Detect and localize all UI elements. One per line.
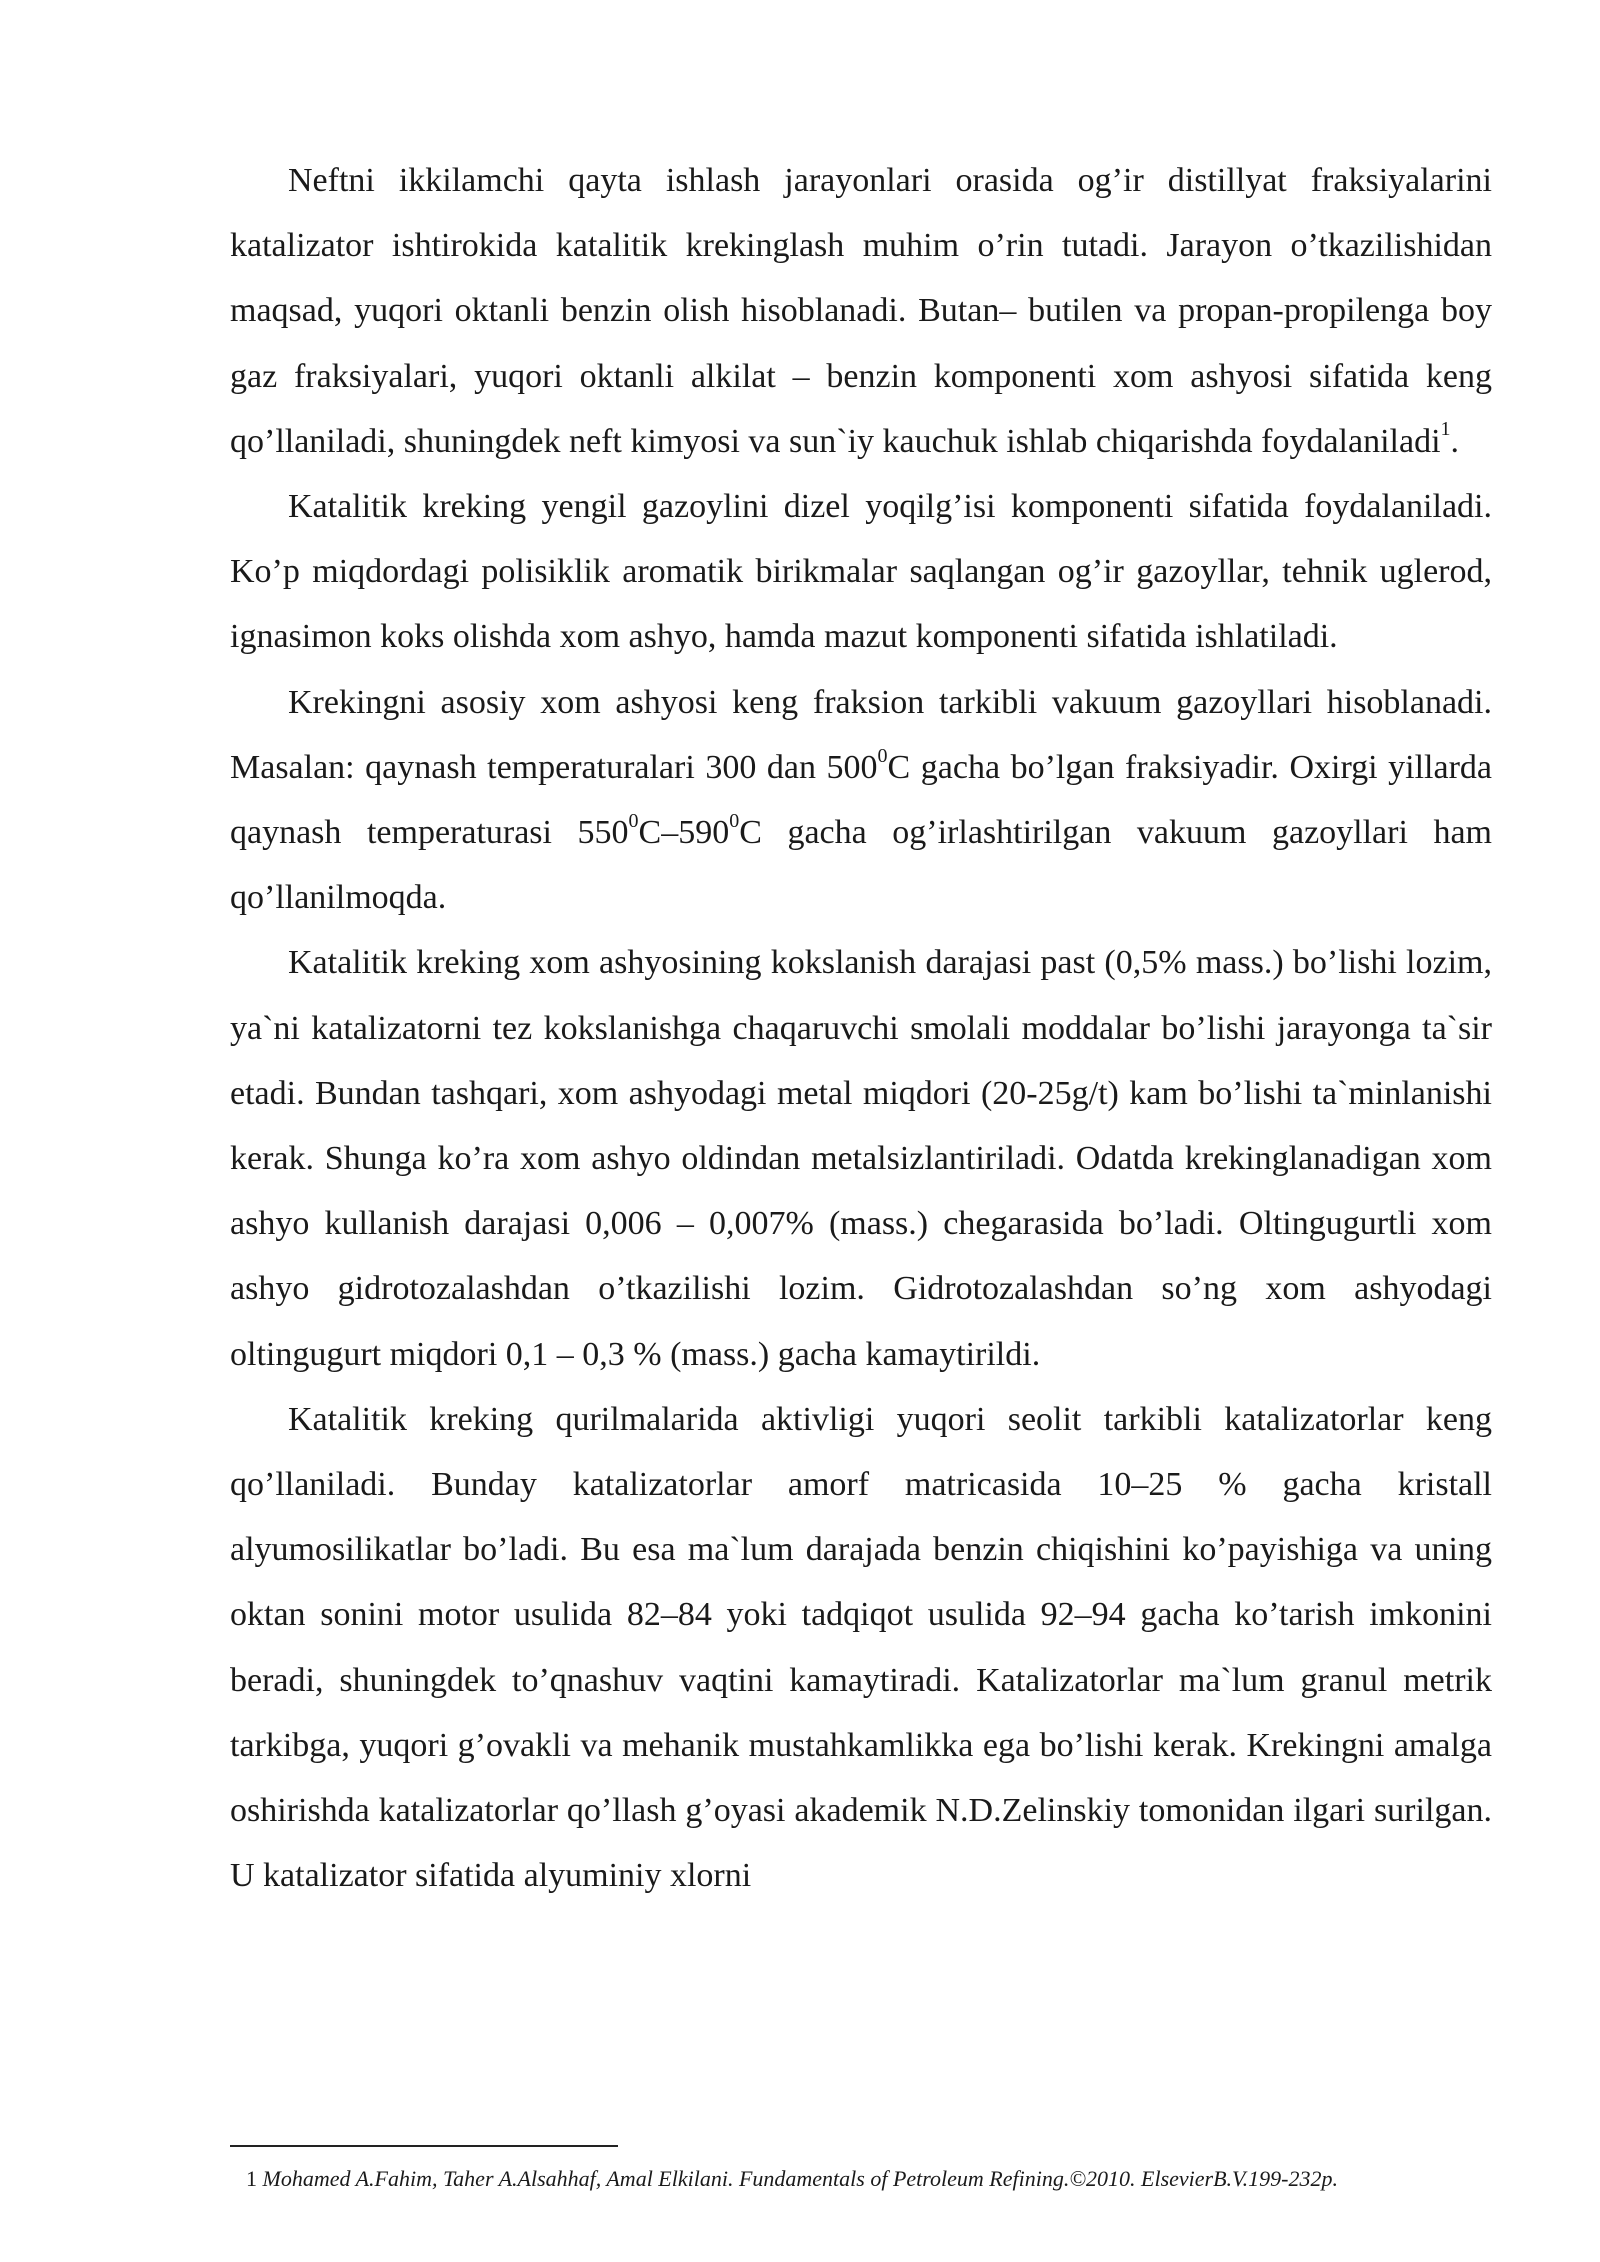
paragraph — [230, 474, 1492, 670]
footnote — [246, 2164, 1506, 2194]
superscript: 1 — [1440, 418, 1451, 441]
paragraph-text: Katalitik kreking qurilmalarida aktivligi yuqori seolit tarkibli katalizatorlar keng qo’llaniladi. Bunday katalizatorlar amorf matricasida 10–25 % gacha kristall alyumosilikatlar bo’ladi. Bu esa ma`lum darajada benzin chiqishini ko’payishiga va uning oktan sonini motor usulida 82–84 yoki tadqiqot usulida 92–94 gacha ko’tarish imkonini beradi, shuningdek to’qnashuv vaqtini kamaytiradi. Katalizatorlar ma`lum granul metrik tarkibga, yuqori g’ovakli va mehanik mustahkamlikka ega bo’lishi kerak. Krekingni amalga oshirishda katalizatorlar qo’llash g’oyasi akademik N.D.Zelinskiy tomonidan ilgari surilgan. U katalizator sifatida alyuminiy xlorni — [230, 1400, 1492, 1895]
paragraph-text: Neftni ikkilamchi qayta ishlash jarayonlari orasida og’ir distillyat fraksiyalarini katalizator ishtirokida katalitik krekinglash muhim o’rin tutadi. Jarayon o’tkazilishidan maqsad, yuqori oktanli benzin olish hisoblanadi. Butan– butilen va propan-propilenga boy gaz fraksiyalari, yuqori oktanli alkilat – benzin komponenti xom ashyosi sifatida keng qo’llaniladi, shuningdek neft kimyosi va sun`iy kauchuk ishlab chiqarishda foydalaniladi — [230, 162, 1492, 460]
paragraph — [230, 148, 1492, 474]
body-text — [230, 148, 1492, 1908]
paragraph-text: C–590 — [638, 814, 730, 852]
paragraph — [230, 930, 1492, 1386]
paragraph-text: C gacha og’irlashtirilgan vakuum gazoyllari ham qo’llanilmoqda. — [230, 814, 1493, 917]
superscript: 0 — [729, 809, 740, 832]
paragraph-text: . — [1450, 422, 1460, 460]
superscript: 0 — [877, 744, 888, 767]
paragraph-text: Krekingni asosiy xom ashyosi keng fraksion tarkibli vakuum gazoyllari hisoblanadi. Masalan: qaynash temperaturalari 300 dan 500 — [230, 683, 1492, 786]
paragraph-text: Katalitik kreking yengil gazoylini dizel yoqilg’isi komponenti sifatida foydalaniladi. Ko’p miqdordagi polisiklik aromatik birikmalar saqlangan og’ir gazoyllar, tehnik uglerod, ignasimon koks olishda xom ashyo, hamda mazut komponenti sifatida ishlatiladi. — [230, 488, 1492, 656]
footnote-separator — [230, 2145, 618, 2147]
paragraph-text: Katalitik kreking xom ashyosining kokslanish darajasi past (0,5% mass.) bo’lishi lozim, ya`ni katalizatorni tez kokslanishga chaqaruvchi smolali moddalar bo’lishi jarayonga ta`sir etadi. Bundan tashqari, xom ashyodagi metal miqdori (20-25g/t) kam bo’lishi ta`minlanishi kerak. Shunga ko’ra xom ashyo oldindan metalsizlantiriladi. Odatda krekinglanadigan xom ashyo kullanish darajasi 0,006 – 0,007% (mass.) chegarasida bo’ladi. Oltingugurtli xom ashyo gidrotozalashdan o’tkazilishi lozim. Gidrotozalashdan so’ng xom ashyodagi oltingugurt miqdori 0,1 – 0,3 % (mass.) gacha kamaytirildi. — [230, 944, 1492, 1373]
superscript: 0 — [628, 809, 639, 832]
footnote-number: 1 — [246, 2166, 257, 2191]
paragraph — [230, 670, 1492, 931]
paragraph — [230, 1387, 1492, 1909]
footnote-text: Mohamed A.Fahim, Taher A.Alsahhaf, Amal Elkilani. Fundamentals of Petroleum Refining.©2010. ElsevierB.V.199-232p. — [262, 2166, 1338, 2191]
paragraph-text: C gacha bo’lgan fraksiyadir. Oxirgi yillarda qaynash temperaturasi 550 — [230, 748, 1493, 852]
